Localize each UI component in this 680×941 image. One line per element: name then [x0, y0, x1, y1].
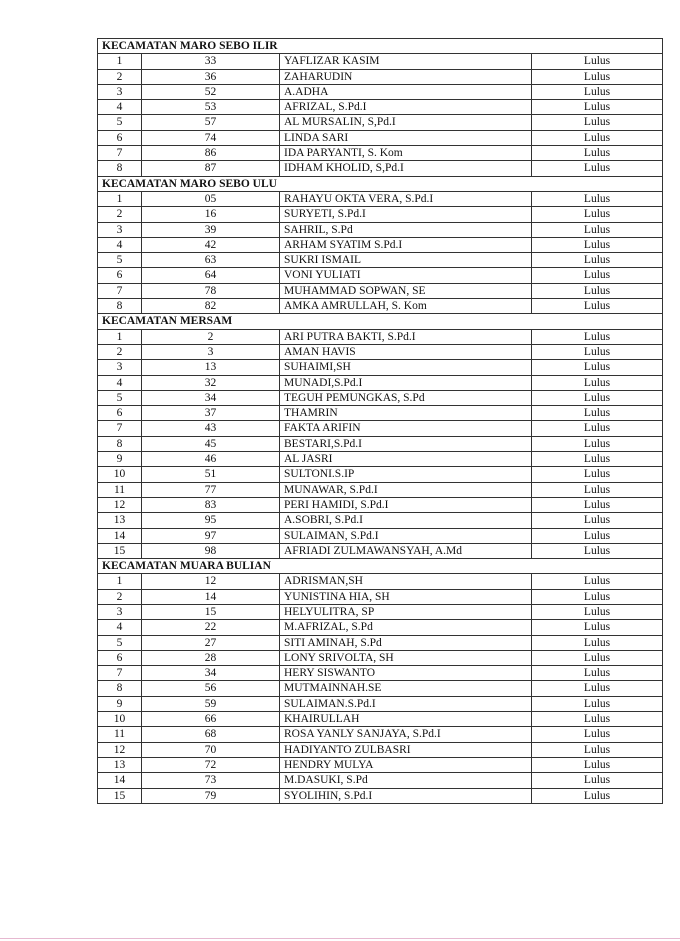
participant-number: 13 [142, 360, 280, 375]
status-cell: Lulus [532, 773, 663, 788]
status-cell: Lulus [532, 620, 663, 635]
table-row [98, 589, 663, 604]
participant-number: 46 [142, 452, 280, 467]
participant-name: BESTARI,S.Pd.I [280, 436, 532, 451]
status-cell: Lulus [532, 130, 663, 145]
participant-number: 12 [142, 574, 280, 589]
status-cell: Lulus [532, 299, 663, 314]
table-row [98, 299, 663, 314]
participant-number: 22 [142, 620, 280, 635]
row-number: 5 [98, 115, 142, 130]
participant-name: IDA PARYANTI, S. Kom [280, 146, 532, 161]
status-cell: Lulus [532, 283, 663, 298]
participant-name: SUHAIMI,SH [280, 360, 532, 375]
status-cell: Lulus [532, 589, 663, 604]
status-cell: Lulus [532, 406, 663, 421]
section-header-row [98, 314, 663, 329]
table-row [98, 344, 663, 359]
status-cell: Lulus [532, 191, 663, 206]
status-cell: Lulus [532, 528, 663, 543]
participant-number: 64 [142, 268, 280, 283]
participant-name: M.AFRIZAL, S.Pd [280, 620, 532, 635]
participant-name: AMAN HAVIS [280, 344, 532, 359]
participant-name: A.ADHA [280, 84, 532, 99]
row-number: 14 [98, 773, 142, 788]
table-row [98, 757, 663, 772]
row-number: 9 [98, 452, 142, 467]
row-number: 5 [98, 635, 142, 650]
participant-number: 57 [142, 115, 280, 130]
participant-name: VONI YULIATI [280, 268, 532, 283]
participant-name: AL JASRI [280, 452, 532, 467]
status-cell: Lulus [532, 237, 663, 252]
table-row [98, 620, 663, 635]
participant-name: YAFLIZAR KASIM [280, 54, 532, 69]
participant-name: FAKTA ARIFIN [280, 421, 532, 436]
participant-number: 34 [142, 390, 280, 405]
row-number: 7 [98, 666, 142, 681]
status-cell: Lulus [532, 69, 663, 84]
row-number: 5 [98, 253, 142, 268]
participant-name: MUHAMMAD SOPWAN, SE [280, 283, 532, 298]
row-number: 8 [98, 161, 142, 176]
participant-number: 59 [142, 696, 280, 711]
participant-number: 33 [142, 54, 280, 69]
section-title: KECAMATAN MARO SEBO ILIR [98, 39, 663, 54]
row-number: 3 [98, 222, 142, 237]
status-cell: Lulus [532, 268, 663, 283]
status-cell: Lulus [532, 635, 663, 650]
status-cell: Lulus [532, 757, 663, 772]
table-row [98, 727, 663, 742]
row-number: 13 [98, 757, 142, 772]
table-row [98, 161, 663, 176]
participant-number: 74 [142, 130, 280, 145]
row-number: 9 [98, 696, 142, 711]
section-header-row [98, 559, 663, 574]
participant-name: MUNAWAR, S.Pd.I [280, 482, 532, 497]
status-cell: Lulus [532, 452, 663, 467]
participant-name: SUKRI ISMAIL [280, 253, 532, 268]
participant-number: 3 [142, 344, 280, 359]
status-cell: Lulus [532, 421, 663, 436]
participant-name: M.DASUKI, S.Pd [280, 773, 532, 788]
status-cell: Lulus [532, 100, 663, 115]
participant-name: ROSA YANLY SANJAYA, S.Pd.I [280, 727, 532, 742]
participant-name: AFRIADI ZULMAWANSYAH, A.Md [280, 543, 532, 558]
table-row [98, 283, 663, 298]
status-cell: Lulus [532, 696, 663, 711]
row-number: 12 [98, 497, 142, 512]
table-row [98, 84, 663, 99]
table-row [98, 650, 663, 665]
table-row [98, 54, 663, 69]
table-row [98, 696, 663, 711]
participant-name: SURYETI, S.Pd.I [280, 207, 532, 222]
table-row [98, 253, 663, 268]
participant-number: 32 [142, 375, 280, 390]
participant-name: SULTONI.S.IP [280, 467, 532, 482]
table-row [98, 513, 663, 528]
row-number: 13 [98, 513, 142, 528]
participant-name: HENDRY MULYA [280, 757, 532, 772]
row-number: 1 [98, 329, 142, 344]
table-row [98, 191, 663, 206]
participant-name: HERY SISWANTO [280, 666, 532, 681]
table-row [98, 421, 663, 436]
participant-number: 36 [142, 69, 280, 84]
participant-number: 73 [142, 773, 280, 788]
participant-name: HELYULITRA, SP [280, 604, 532, 619]
participant-name: THAMRIN [280, 406, 532, 421]
participant-number: 2 [142, 329, 280, 344]
row-number: 5 [98, 390, 142, 405]
table-row [98, 146, 663, 161]
table-row [98, 635, 663, 650]
status-cell: Lulus [532, 497, 663, 512]
table-row [98, 681, 663, 696]
participant-number: 43 [142, 421, 280, 436]
row-number: 1 [98, 574, 142, 589]
participant-name: AFRIZAL, S.Pd.I [280, 100, 532, 115]
participant-number: 53 [142, 100, 280, 115]
status-cell: Lulus [532, 222, 663, 237]
participant-number: 98 [142, 543, 280, 558]
table-row [98, 467, 663, 482]
participant-name: LONY SRIVOLTA, SH [280, 650, 532, 665]
status-cell: Lulus [532, 115, 663, 130]
table-row [98, 604, 663, 619]
section-title: KECAMATAN MUARA BULIAN [98, 559, 663, 574]
participant-number: 39 [142, 222, 280, 237]
participant-name: HADIYANTO ZULBASRI [280, 742, 532, 757]
row-number: 6 [98, 406, 142, 421]
participant-number: 83 [142, 497, 280, 512]
participant-number: 51 [142, 467, 280, 482]
participant-number: 77 [142, 482, 280, 497]
participant-name: TEGUH PEMUNGKAS, S.Pd [280, 390, 532, 405]
table-row [98, 742, 663, 757]
participant-number: 28 [142, 650, 280, 665]
row-number: 4 [98, 620, 142, 635]
table-row [98, 360, 663, 375]
row-number: 7 [98, 421, 142, 436]
participant-number: 87 [142, 161, 280, 176]
row-number: 8 [98, 299, 142, 314]
participant-number: 34 [142, 666, 280, 681]
participant-name: ADRISMAN,SH [280, 574, 532, 589]
table-row [98, 375, 663, 390]
status-cell: Lulus [532, 543, 663, 558]
section-title: KECAMATAN MERSAM [98, 314, 663, 329]
participant-number: 79 [142, 788, 280, 803]
participant-name: A.SOBRI, S.Pd.I [280, 513, 532, 528]
row-number: 8 [98, 436, 142, 451]
participant-name: SYOLIHIN, S.Pd.I [280, 788, 532, 803]
row-number: 4 [98, 100, 142, 115]
row-number: 10 [98, 467, 142, 482]
section-header-row [98, 39, 663, 54]
table-row [98, 482, 663, 497]
table-row [98, 773, 663, 788]
status-cell: Lulus [532, 84, 663, 99]
status-cell: Lulus [532, 360, 663, 375]
participant-name: AMKA AMRULLAH, S. Kom [280, 299, 532, 314]
status-cell: Lulus [532, 207, 663, 222]
row-number: 11 [98, 727, 142, 742]
participant-number: 82 [142, 299, 280, 314]
participant-number: 37 [142, 406, 280, 421]
status-cell: Lulus [532, 344, 663, 359]
row-number: 8 [98, 681, 142, 696]
participant-number: 27 [142, 635, 280, 650]
table-row [98, 452, 663, 467]
table-row [98, 100, 663, 115]
row-number: 15 [98, 543, 142, 558]
participant-name: SAHRIL, S.Pd [280, 222, 532, 237]
participant-name: SITI AMINAH, S.Pd [280, 635, 532, 650]
row-number: 3 [98, 84, 142, 99]
status-cell: Lulus [532, 788, 663, 803]
table-row [98, 390, 663, 405]
status-cell: Lulus [532, 467, 663, 482]
participant-number: 52 [142, 84, 280, 99]
status-cell: Lulus [532, 742, 663, 757]
participant-number: 16 [142, 207, 280, 222]
table-row [98, 788, 663, 803]
participant-name: SULAIMAN, S.Pd.I [280, 528, 532, 543]
results-table [97, 38, 663, 804]
participant-name: MUTMAINNAH.SE [280, 681, 532, 696]
table-row [98, 436, 663, 451]
row-number: 4 [98, 375, 142, 390]
table-row [98, 574, 663, 589]
participant-number: 78 [142, 283, 280, 298]
status-cell: Lulus [532, 712, 663, 727]
row-number: 3 [98, 604, 142, 619]
row-number: 14 [98, 528, 142, 543]
status-cell: Lulus [532, 513, 663, 528]
participant-number: 42 [142, 237, 280, 252]
table-row [98, 329, 663, 344]
status-cell: Lulus [532, 161, 663, 176]
status-cell: Lulus [532, 604, 663, 619]
participant-number: 63 [142, 253, 280, 268]
status-cell: Lulus [532, 375, 663, 390]
row-number: 7 [98, 283, 142, 298]
row-number: 1 [98, 54, 142, 69]
participant-name: MUNADI,S.Pd.I [280, 375, 532, 390]
table-row [98, 406, 663, 421]
table-row [98, 237, 663, 252]
table-row [98, 268, 663, 283]
section-header-row [98, 176, 663, 191]
status-cell: Lulus [532, 666, 663, 681]
row-number: 4 [98, 237, 142, 252]
status-cell: Lulus [532, 681, 663, 696]
row-number: 10 [98, 712, 142, 727]
table-row [98, 207, 663, 222]
participant-name: RAHAYU OKTA VERA, S.Pd.I [280, 191, 532, 206]
participant-name: AL MURSALIN, S,Pd.I [280, 115, 532, 130]
status-cell: Lulus [532, 146, 663, 161]
status-cell: Lulus [532, 54, 663, 69]
participant-number: 72 [142, 757, 280, 772]
table-row [98, 712, 663, 727]
table-row [98, 497, 663, 512]
status-cell: Lulus [532, 329, 663, 344]
row-number: 12 [98, 742, 142, 757]
row-number: 1 [98, 191, 142, 206]
section-title: KECAMATAN MARO SEBO ULU [98, 176, 663, 191]
page-edge-line [0, 938, 680, 939]
row-number: 15 [98, 788, 142, 803]
participant-name: SULAIMAN.S.Pd.I [280, 696, 532, 711]
table-row [98, 130, 663, 145]
row-number: 2 [98, 69, 142, 84]
table-row [98, 115, 663, 130]
status-cell: Lulus [532, 650, 663, 665]
status-cell: Lulus [532, 482, 663, 497]
participant-number: 68 [142, 727, 280, 742]
participant-number: 15 [142, 604, 280, 619]
participant-name: ZAHARUDIN [280, 69, 532, 84]
participant-number: 56 [142, 681, 280, 696]
row-number: 6 [98, 268, 142, 283]
participant-name: PERI HAMIDI, S.Pd.I [280, 497, 532, 512]
row-number: 6 [98, 130, 142, 145]
participant-name: YUNISTINA HIA, SH [280, 589, 532, 604]
participant-number: 97 [142, 528, 280, 543]
participant-number: 95 [142, 513, 280, 528]
row-number: 6 [98, 650, 142, 665]
table-row [98, 69, 663, 84]
table-row [98, 222, 663, 237]
row-number: 7 [98, 146, 142, 161]
participant-name: ARHAM SYATIM S.Pd.I [280, 237, 532, 252]
participant-number: 86 [142, 146, 280, 161]
participant-name: IDHAM KHOLID, S,Pd.I [280, 161, 532, 176]
participant-number: 14 [142, 589, 280, 604]
row-number: 2 [98, 344, 142, 359]
table-row [98, 666, 663, 681]
participant-number: 70 [142, 742, 280, 757]
row-number: 2 [98, 207, 142, 222]
status-cell: Lulus [532, 253, 663, 268]
participant-number: 66 [142, 712, 280, 727]
status-cell: Lulus [532, 727, 663, 742]
status-cell: Lulus [532, 574, 663, 589]
status-cell: Lulus [532, 436, 663, 451]
row-number: 2 [98, 589, 142, 604]
participant-number: 05 [142, 191, 280, 206]
participant-name: ARI PUTRA BAKTI, S.Pd.I [280, 329, 532, 344]
row-number: 3 [98, 360, 142, 375]
participant-number: 45 [142, 436, 280, 451]
participant-name: KHAIRULLAH [280, 712, 532, 727]
table-row [98, 543, 663, 558]
table-row [98, 528, 663, 543]
row-number: 11 [98, 482, 142, 497]
status-cell: Lulus [532, 390, 663, 405]
results-table-body [98, 39, 663, 804]
participant-name: LINDA SARI [280, 130, 532, 145]
